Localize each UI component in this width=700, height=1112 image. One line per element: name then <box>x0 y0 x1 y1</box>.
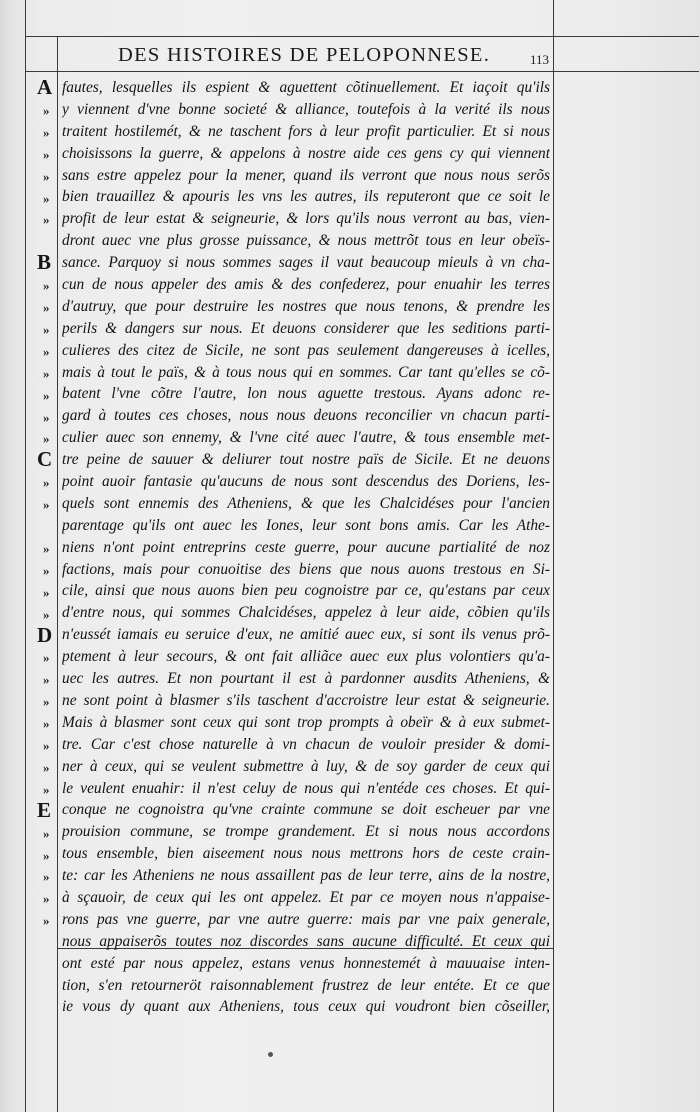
margin-quote-mark: » <box>43 168 50 184</box>
margin-quote-mark: » <box>43 891 50 907</box>
text-line: parentage qu'ils ont auec les Iones, leur sont bons amis. Car les Athe- <box>62 516 550 534</box>
margin-quote-mark: » <box>43 825 50 841</box>
margin-quote-mark: » <box>43 146 50 162</box>
text-line: te: car les Atheniens ne nous assaillent pas de leur terre, ains de la nostre, <box>62 867 550 885</box>
text-line: cun de nous appeler des amis & des confederez, pour enuahir les terres <box>62 276 550 294</box>
text-line: dront auec vne plus grosse puissance, & nous mettrõt tous en leur obeïs- <box>62 232 550 250</box>
text-line: point auoir fantasie qu'aucuns de nous sont descendus des Doriens, les- <box>62 473 550 491</box>
margin-quote-mark: » <box>43 694 50 710</box>
text-line: choisissons la guerre, & appelons à nostre aide ces gens cy qui viennent <box>62 144 550 162</box>
text-line: conque ne cognoistra qu'vne crainte commune se doit escheuer par vne <box>62 801 550 819</box>
margin-quote-mark: » <box>43 497 50 513</box>
text-line: quels sont ennemis des Atheniens, & que les Chalcidéses pour l'ancien <box>62 494 550 512</box>
margin-section-letter: B <box>37 250 52 275</box>
margin-quote-mark: » <box>43 606 50 622</box>
margin-quote-mark: » <box>43 124 50 140</box>
margin-quote-mark: » <box>43 278 50 294</box>
text-line: uec les autres. Et non pourtant il est à pardonner ausdits Atheniens, & <box>62 670 550 688</box>
text-line: ptement à leur secours, & ont fait alliãce auec eux plus volontiers qu'a- <box>62 648 550 666</box>
margin-quote-mark: » <box>43 672 50 688</box>
margin-quote-mark: » <box>43 365 50 381</box>
margin-quote-mark: » <box>43 540 50 556</box>
text-line: profit de leur estat & seigneurie, & lors qu'ils nous verront au bas, vien- <box>62 210 550 228</box>
text-line: bien trauaillez & apouris les vns les autres, ils reputeront que ce soit le <box>62 188 550 206</box>
text-line: nous appaiserõs toutes noz discordes sans aucune difficulté. Et ceux qui <box>62 932 550 950</box>
text-line: Mais à blasmer sont ceux qui sont trop prompts à obeïr & à eux submet- <box>62 713 550 731</box>
text-line: perils & dangers sur nous. Et deuons considerer que les seditions parti- <box>62 319 550 337</box>
page-number: 113 <box>530 52 550 67</box>
margin-quote-mark: » <box>43 738 50 753</box>
margin-quote-mark: » <box>43 409 50 425</box>
margin-quote-mark: » <box>43 343 50 359</box>
text-line: le veulent enuahir: il n'est celuy de nous qui n'entéde ces choses. Et qui- <box>62 779 550 797</box>
margin-quote-mark: » <box>43 913 50 929</box>
text-line: traitent hostilemét, & ne taschent fors à leur profit particulier. Et si nous <box>62 122 550 140</box>
text-line: à sçauoir, de ceux qui les ont appelez. Et par ce moyen nous n'appaise- <box>62 888 550 906</box>
header-top-rule <box>25 36 699 37</box>
text-line: n'eussét iamais eu seruice d'eux, ne amitié auec eux, si sont ils venus prõ- <box>62 626 550 644</box>
margin-quote-mark: » <box>43 190 50 206</box>
text-right-rule <box>553 0 554 1112</box>
margin-quote-mark: » <box>43 781 50 797</box>
margin-quote-mark: » <box>43 562 50 578</box>
text-line: sans estre appelez pour la mener, quand ils verront que nous nous serõs <box>62 166 550 184</box>
text-line: d'autruy, que pour destruire les nostres que nous tenons, & prendre les <box>62 297 550 315</box>
margin-quote-mark: » <box>43 300 50 315</box>
margin-quote-mark: » <box>43 584 50 600</box>
margin-quote-mark: » <box>43 387 50 403</box>
margin-quote-mark: » <box>43 650 50 666</box>
text-line: prouision commune, se trompe grandement. Et si nous nous accordons <box>62 823 550 841</box>
margin-section-letter: A <box>37 75 53 99</box>
text-line: gard à toutes ces choses, nous nous deuons reconcilier vn chacun parti- <box>62 407 550 425</box>
margin-quote-mark: » <box>43 869 50 885</box>
text-line: tous ensemble, bien aiseement nous nous mettrons hors de ceste crain- <box>62 845 550 863</box>
text-line: mais à tout le païs, & à tous nous qui en sommes. Car tant qu'elles se cõ- <box>62 363 550 381</box>
text-line: culier auec son ennemy, & l'vne cité auec l'autre, & tous ensemble met- <box>62 429 550 447</box>
margin-quote-mark: » <box>43 102 50 118</box>
text-left-rule <box>57 36 58 1112</box>
running-title: DES HISTOIRES DE PELOPONNESE. <box>118 44 491 66</box>
text-line: sance. Parquoy si nous sommes sages il vaut beaucoup mieuls à vn cha- <box>62 254 550 272</box>
text-line: y viennent d'vne bonne societé & alliance, toutefois à la verité ils nous <box>62 100 550 118</box>
text-line: tion, s'en retourneröt raisonnablement frustrez de leur entéte. Et ce que <box>62 976 550 994</box>
text-line: factions, mais pour conuoitise des biens que nous auons trestous en Si- <box>62 560 550 578</box>
margin-quote-mark: » <box>43 212 50 228</box>
ink-spot <box>268 1052 273 1057</box>
text-line: batent l'vne cõtre l'autre, lon nous aguette trestous. Ayans adonc re- <box>62 385 550 403</box>
text-line: cile, ainsi que nous auons bien peu cognoistre par ce, qu'estans par ceux <box>62 582 550 600</box>
text-line: tre peine de sauuer & deliurer tout nostre païs de Sicile. Et ne deuons <box>62 451 550 469</box>
text-line: ne sont point à blasmer s'ils taschent d'accroistre leur estat & seigneurie. <box>62 691 550 709</box>
body-text <box>62 77 550 1018</box>
text-line: d'entre nous, qui sommes Chalcidéses, appelez à leur aide, cõbien qu'ils <box>62 604 550 622</box>
text-line: rons pas vne guerre, par vne autre guerre: mais par vne paix generale, <box>62 910 550 928</box>
text-line: ner à ceux, qui se veulent submettre à luy, & de soy garder de ceux qui <box>62 757 550 775</box>
text-line: culieres des citez de Sicile, ne sont pas seulement dangereuses à icelles, <box>62 341 550 359</box>
margin-quote-mark: » <box>43 759 50 775</box>
text-line: fautes, lesquelles ils espient & aguettent cõtinuellement. Et iaçoit qu'ils <box>62 79 550 96</box>
margin-section-letter: E <box>37 797 52 822</box>
text-line: ie vous dy quant aux Atheniens, tous ceux qui voudront bien cõseiller, <box>62 998 550 1016</box>
margin-quote-mark: » <box>43 431 50 447</box>
margin-section-letter: D <box>37 622 53 647</box>
margin-quote-mark: » <box>43 716 50 732</box>
text-line: tre. Car c'est chose naturelle à vn chacun de vouloir presider & domi- <box>62 735 550 753</box>
margin-quote-mark: » <box>43 321 50 337</box>
margin-section-letter: C <box>37 447 53 472</box>
margin-quote-mark: » <box>43 475 50 491</box>
header-bottom-rule <box>25 71 699 72</box>
text-line: ont esté par nous appelez, estans venus honnestemét à mauuaise inten- <box>62 954 550 972</box>
text-line: niens n'ont point entreprins ceste guerre, pour aucune partialité de noz <box>62 538 550 556</box>
left-margin-rule <box>25 0 26 1112</box>
margin-quote-mark: » <box>43 847 50 863</box>
